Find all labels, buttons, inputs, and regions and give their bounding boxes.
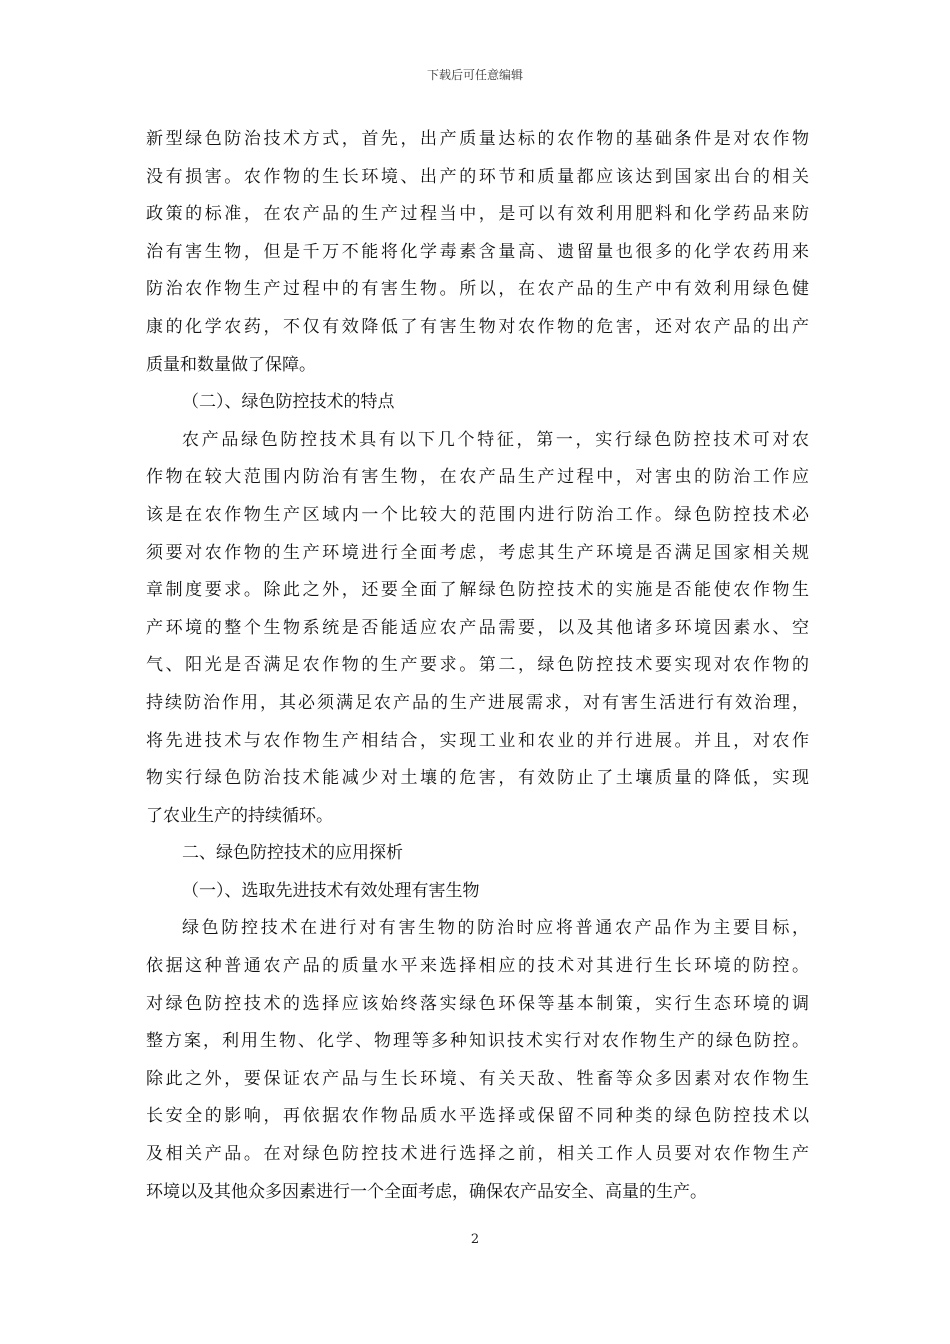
section-heading: 二、绿色防控技术的应用探析: [182, 843, 403, 864]
text-line: 整方案，利用生物、化学、物理等多种知识技术实行对农作物生产的绿色防控。: [146, 1031, 809, 1052]
page-number: 2: [470, 1232, 480, 1247]
text-line: 气、阳光是否满足农作物的生产要求。第二，绿色防控技术要实现对农作物的: [146, 655, 809, 676]
text-line: 防治农作物生产过程中的有害生物。所以，在农产品的生产中有效利用绿色健: [146, 279, 809, 300]
text-line: 将先进技术与农作物生产相结合，实现工业和农业的并行进展。并且，对农作: [146, 730, 809, 751]
text-line: 物实行绿色防治技术能减少对土壤的危害，有效防止了土壤质量的降低，实现: [146, 768, 809, 789]
text-line: 长安全的影响，再依据农作物品质水平选择或保留不同种类的绿色防控技术以: [146, 1106, 809, 1127]
body-text: [146, 121, 809, 1211]
text-line: 环境以及其他众多因素进行一个全面考虑，确保农产品安全、高量的生产。: [146, 1181, 707, 1202]
text-line: 政策的标准，在农产品的生产过程当中，是可以有效利用肥料和化学药品来防: [146, 204, 809, 225]
text-line: 了农业生产的持续循环。: [146, 805, 333, 826]
text-line: 须要对农作物的生产环境进行全面考虑，考虑其生产环境是否满足国家相关规: [146, 542, 809, 563]
text-line: 依据这种普通农产品的质量水平来选择相应的技术对其进行生长环境的防控。: [146, 956, 809, 977]
text-line: 该是在农作物生产区域内一个比较大的范围内进行防治工作。绿色防控技术必: [146, 504, 809, 525]
text-line: 绿色防控技术在进行对有害生物的防治时应将普通农产品作为主要目标，: [182, 918, 809, 939]
text-line: 及相关产品。在对绿色防控技术进行选择之前，相关工作人员要对农作物生产: [146, 1144, 809, 1165]
text-line: 章制度要求。除此之外，还要全面了解绿色防控技术的实施是否能使农作物生: [146, 580, 809, 601]
text-line: 没有损害。农作物的生长环境、出产的环节和质量都应该达到国家出台的相关: [146, 166, 809, 187]
text-line: 对绿色防控技术的选择应该始终落实绿色环保等基本制策，实行生态环境的调: [146, 993, 809, 1014]
text-line: 农产品绿色防控技术具有以下几个特征，第一，实行绿色防控技术可对农: [182, 429, 809, 450]
subsection-heading: （一）、选取先进技术有效处理有害生物: [182, 880, 480, 901]
text-line: 产环境的整个生物系统是否能适应农产品需要，以及其他诸多环境因素水、空: [146, 617, 809, 638]
text-line: 治有害生物，但是千万不能将化学毒素含量高、遗留量也很多的化学农药用来: [146, 241, 809, 262]
section-heading: （二）、绿色防控技术的特点: [182, 392, 395, 413]
text-line: 新型绿色防治技术方式，首先，出产质量达标的农作物的基础条件是对农作物: [146, 129, 809, 149]
text-line: 康的化学农药，不仅有效降低了有害生物对农作物的危害，还对农产品的出产: [146, 316, 809, 337]
text-line: 持续防治作用，其必须满足农产品的生产进展需求，对有害生活进行有效治理，: [146, 692, 809, 713]
text-line: 质量和数量做了保障。: [146, 354, 316, 375]
page-header: 下载后可任意编辑: [426, 68, 523, 82]
text-line: 作物在较大范围内防治有害生物，在农产品生产过程中，对害虫的防治工作应: [146, 467, 809, 488]
text-line: 除此之外，要保证农产品与生长环境、有关天敌、牲畜等众多因素对农作物生: [146, 1068, 809, 1089]
